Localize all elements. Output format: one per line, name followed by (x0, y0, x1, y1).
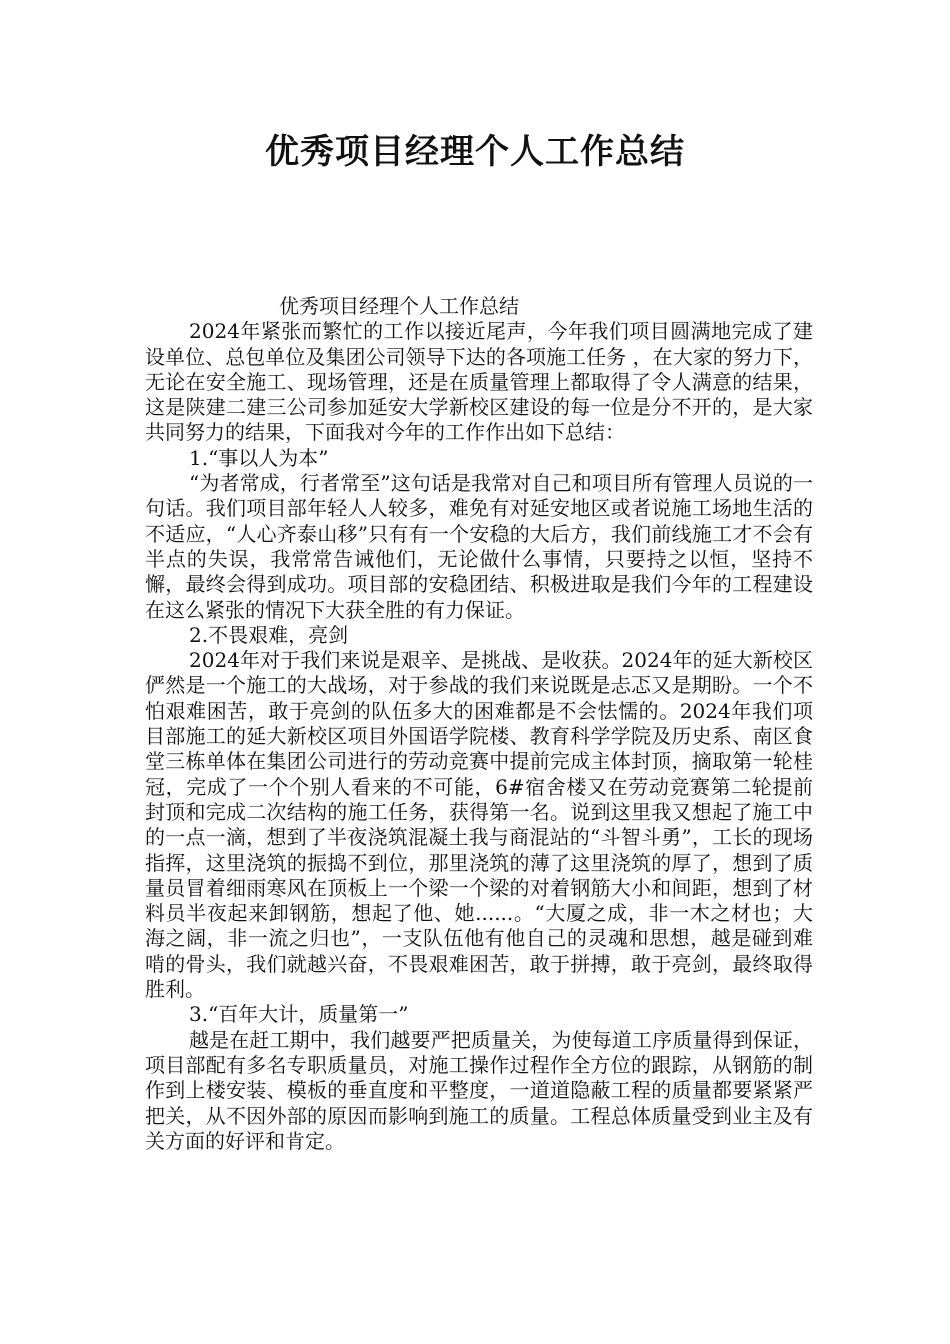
document-title: 优秀项目经理个人工作总结 (265, 132, 685, 172)
section-heading-1: 1.“事以人为本” (189, 445, 329, 470)
section-body-1: “为者常成，行者常至”这句话是我常对自己和项目所有管理人员说的一句话。我们项目部年轻人人较多，难免有对延安地区或者说施工场地生活的不适应，“人心齐泰山移”只有有一个安稳的大后方，我们前线施工才不会有半点的失误，我常常告诫他们，无论做什么事情，只要持之以恒，坚持不懈，最终会得到成功。项目部的安稳团结、积极进取是我们今年的工程建设在这么紧张的情况下大获全胜的有力保证。 (145, 471, 813, 622)
document-subtitle: 优秀项目经理个人工作总结 (279, 294, 519, 318)
section-heading-2: 2.不畏艰难，亮剑 (189, 622, 349, 647)
section-body-2: 2024年对于我们来说是艰辛、是挑战、是收获。2024年的延大新校区俨然是一个施工的大战场，对于参战的我们来说既是忐忑又是期盼。一个不怕艰难困苦，敢于亮剑的队伍多大的困难都是不会怯懦的。2024年我们项目部施工的延大新校区项目外国语学院楼、教育科学学院及历史系、南区食堂三栋单体在集团公司进行的劳动竞赛中提前完成主体封顶，摘取第一轮桂冠，完成了一个个别人看来的不可能，6#宿舍楼又在劳动竞赛第二轮提前封顶和完成二次结构的施工任务，获得第一名。说到这里我又想起了施工中的一点一滴，想到了半夜浇筑混凝土我与商混站的“斗智斗勇”，工长的现场指挥，这里浇筑的振捣不到位，那里浇筑的薄了这里浇筑的厚了，想到了质量员冒着细雨寒风在顶板上一个梁一个梁的对着钢筋大小和间距，想到了材料员半夜起来卸钢筋，想起了他、她......。“大厦之成，非一木之材也；大海之阔，非一流之归也”，一支队伍他有他自己的灵魂和思想，越是碰到难啃的骨头，我们就越兴奋，不畏艰难困苦，敢于拼搏，敢于亮剑，最终取得胜利。 (145, 648, 813, 1002)
intro-paragraph: 2024年紧张而繁忙的工作以接近尾声，今年我们项目圆满地完成了建设单位、总包单位及集团公司领导下达的各项施工任务 ，在大家的努力下，无论在安全施工、现场管理，还是在质量管理上都取得了令人满意的结果，这是陕建二建三公司参加延安大学新校区建设的每一位是分不开的，是大家共同努力的结果，下面我对今年的工作作出如下总结： (145, 319, 813, 445)
section-heading-3: 3.“百年大计，质量第一” (189, 1002, 409, 1027)
document-body (145, 294, 813, 1154)
section-body-3: 越是在赶工期中，我们越要严把质量关，为使每道工序质量得到保证，项目部配有多名专职质量员，对施工操作过程作全方位的跟踪，从钢筋的制作到上楼安装、模板的垂直度和平整度，一道道隐蔽工程的质量都要紧紧严把关，从不因外部的原因而影响到施工的质量。工程总体质量受到业主及有关方面的好评和肯定。 (145, 1027, 813, 1153)
